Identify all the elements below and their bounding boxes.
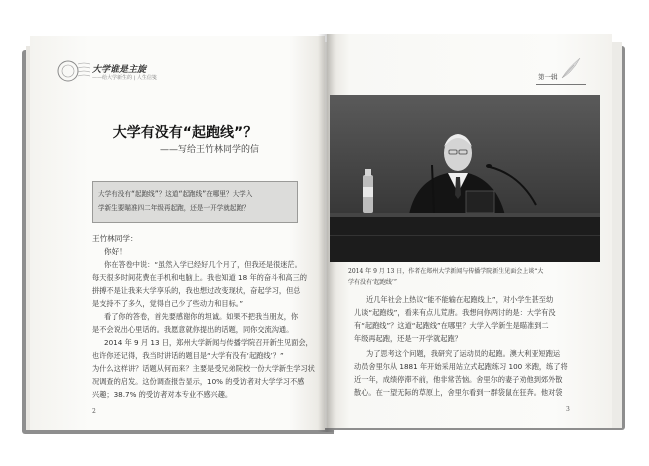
body-line: 你在答卷中说：“虽然入学已经好几个月了，但我还是很迷茫。 <box>104 260 302 269</box>
chapter-label: 第一辑 <box>538 73 558 81</box>
body-line: 为了思考这个问题，我研究了运动员的起跑。澳大利亚短跑运 <box>366 349 561 358</box>
photo-caption <box>348 266 588 288</box>
quill-feather-icon <box>560 56 582 80</box>
author-photo <box>330 95 600 262</box>
series-subtitle: ——给大学新生的 | 人生信笺 <box>92 75 157 81</box>
body-line: 散心。在一望无际的草原上，舍里尔看到一群袋鼠在狂奔。他对袋 <box>354 388 563 397</box>
author-photo-illustration <box>330 95 600 262</box>
body-line: 近几年社会上热议“能不能输在起跑线上”，对小学生甚至幼 <box>366 295 554 304</box>
chapter-title: 大学有没有“起跑线”？ <box>112 125 258 141</box>
quote-line: 大学有没有“起跑线”？这道“起跑线”在哪里？大学入 <box>98 190 253 198</box>
salutation: 王竹林同学： <box>92 234 138 243</box>
body-line: 况调查的启发。这份调查报告显示，10% 的受访者对大学学习不感 <box>92 377 305 386</box>
page-number-right: 3 <box>566 406 570 413</box>
postmark-stamp-icon <box>54 58 94 84</box>
body-line: 是不会说出心里话的。我愿意就你提出的话题，同你交流沟通。 <box>92 325 294 334</box>
body-line: 年级再起跑，还是一开学就起跑？ <box>354 334 462 343</box>
greeting: 你好！ <box>104 247 127 256</box>
caption-line: 2014 年 9 月 13 日，作者在郑州大学新闻与传播学院新生见面会上谈“大 <box>348 268 544 275</box>
caption-line: 学有没有‘起跑线’” <box>348 279 397 286</box>
body-line: 兴趣；38.7% 的受访者对本专业不感兴趣。 <box>92 390 233 399</box>
body-line: 动员舍里尔从 1881 年开始采用站立式起跑练习 100 米跑，练了将 <box>354 362 568 371</box>
body-line: 每天很多时间花费在手机和电脑上。我也知道 18 年的奋斗和高三的 <box>92 273 307 282</box>
body-line: 也许你还记得，我当时讲话的题目是“大学有没有‘起跑线’？” <box>92 351 284 360</box>
body-line: 儿谈“起跑线”，看来有点儿荒唐。我想问你两讨的是：大学有没 <box>354 308 556 317</box>
quote-text <box>98 187 294 215</box>
series-title: 大学谁是主旋 <box>92 65 147 75</box>
header-rule <box>536 84 586 85</box>
body-line: 2014 年 9 月 13 日，郑州大学新闻与传播学院召开新生见面会， <box>104 338 313 347</box>
body-line: 看了你的答卷，首先要感谢你的坦诚。如果不把我当朋友，你 <box>104 312 299 321</box>
chapter-subtitle: ——写给王竹林同学的信 <box>160 145 260 155</box>
body-line: 近一年，成绩停滞不前，他非常苦恼。舍里尔的妻子劝他到郊外散 <box>354 375 563 384</box>
body-line: 有“起跑线”？这道“起跑线”在哪里？大学入学新生是瞄准到二 <box>354 321 549 330</box>
page-number-left: 2 <box>92 408 96 415</box>
body-line: 为什么这样讲？话题从何而来？主要是受兄弟院校一份大学新生学习状 <box>92 364 315 373</box>
body-line: 拼搏不是让我来大学享乐的，我也想过改变现状，奋起学习，但总 <box>92 286 301 295</box>
quote-line: 学新生要瞄准四二年级再起跑，还是一开学就起跑？ <box>98 204 250 212</box>
body-line: 是支持不了多久，觉得自己少了些动力和目标。” <box>92 299 244 308</box>
